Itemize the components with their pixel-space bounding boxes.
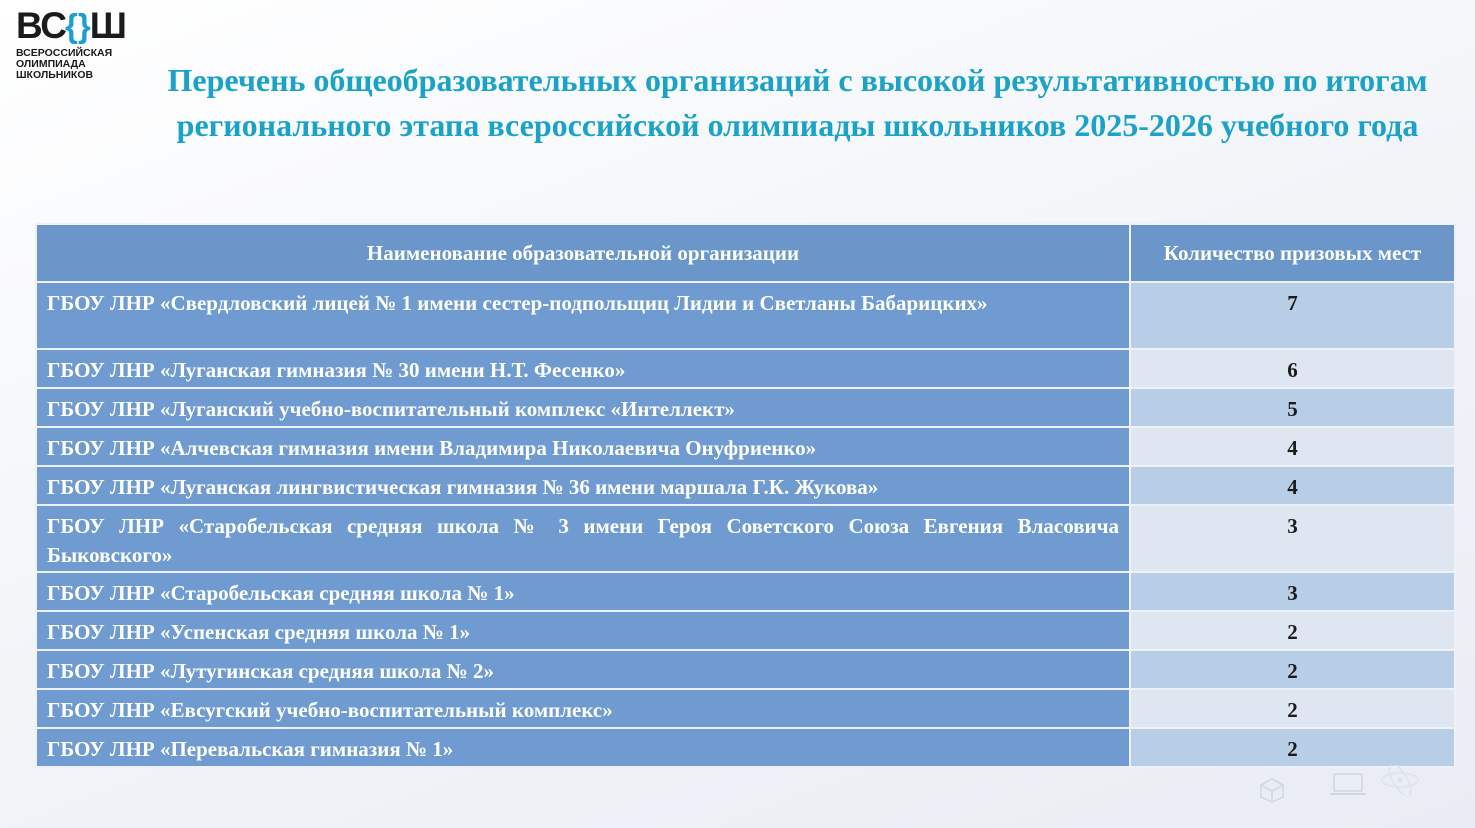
atom-icon [1380, 765, 1420, 795]
table-row [36, 689, 1455, 728]
logo-mark [16, 5, 216, 46]
prize-count: 4 [1130, 466, 1455, 505]
table-row [36, 427, 1455, 466]
logo-mark-left: ВС [16, 5, 67, 46]
table-row [36, 728, 1455, 767]
logo-braces-icon: {} [65, 7, 91, 44]
table-header-row [36, 224, 1455, 282]
prize-count: 4 [1130, 427, 1455, 466]
organization-name: ГБОУ ЛНР «Евсугский учебно-воспитательный комплекс» [36, 689, 1130, 728]
table-row [36, 349, 1455, 388]
organization-name: ГБОУ ЛНР «Старобельская средняя школа № 1» [36, 572, 1130, 611]
table-row [36, 650, 1455, 689]
organization-name: ГБОУ ЛНР «Лутугинская средняя школа № 2» [36, 650, 1130, 689]
prize-count: 6 [1130, 349, 1455, 388]
organization-name: ГБОУ ЛНР «Алчевская гимназия имени Владимира Николаевича Онуфриенко» [36, 427, 1130, 466]
prize-count: 2 [1130, 689, 1455, 728]
organization-name: ГБОУ ЛНР «Луганская гимназия № 30 имени Н.Т. Фесенко» [36, 349, 1130, 388]
logo-line-2: ОЛИМПИАДА [16, 58, 86, 70]
prize-count: 3 [1130, 572, 1455, 611]
logo-line-1: ВСЕРОССИЙСКАЯ [16, 47, 113, 59]
results-table [35, 223, 1456, 768]
organization-name: ГБОУ ЛНР «Успенская средняя школа № 1» [36, 611, 1130, 650]
organization-name: ГБОУ ЛНР «Свердловский лицей № 1 имени сестер-подпольщиц Лидии и Светланы Бабарицких» [36, 282, 1130, 349]
table-row [36, 611, 1455, 650]
organization-name: ГБОУ ЛНР «Луганский учебно-воспитательный комплекс «Интеллект» [36, 388, 1130, 427]
prize-count: 2 [1130, 611, 1455, 650]
prize-count: 2 [1130, 650, 1455, 689]
cube-icon [1258, 776, 1286, 804]
organization-name: ГБОУ ЛНР «Перевальская гимназия № 1» [36, 728, 1130, 767]
organization-name: ГБОУ ЛНР «Луганская лингвистическая гимназия № 36 имени маршала Г.К. Жукова» [36, 466, 1130, 505]
laptop-icon [1328, 772, 1368, 798]
table-row [36, 388, 1455, 427]
table-row [36, 282, 1455, 349]
table-row [36, 572, 1455, 611]
header-prize-count: Количество призовых мест [1130, 224, 1455, 282]
page-title: Перечень общеобразовательных организаций с высокой результативностью по итогам регионального этапа всероссийской олимпиады школьников 2025-2026 учебного года [167, 62, 1428, 143]
table-row [36, 505, 1455, 572]
organization-name: ГБОУ ЛНР «Старобельская средняя школа № 3 имени Героя Советского Союза Евгения Власовича Быковского» [36, 505, 1130, 572]
header-organization: Наименование образовательной организации [36, 224, 1130, 282]
prize-count: 3 [1130, 505, 1455, 572]
prize-count: 5 [1130, 388, 1455, 427]
prize-count: 2 [1130, 728, 1455, 767]
logo-line-3: ШКОЛЬНИКОВ [16, 69, 94, 81]
prize-count: 7 [1130, 282, 1455, 349]
table-row [36, 466, 1455, 505]
logo-mark-right: Ш [89, 5, 126, 46]
